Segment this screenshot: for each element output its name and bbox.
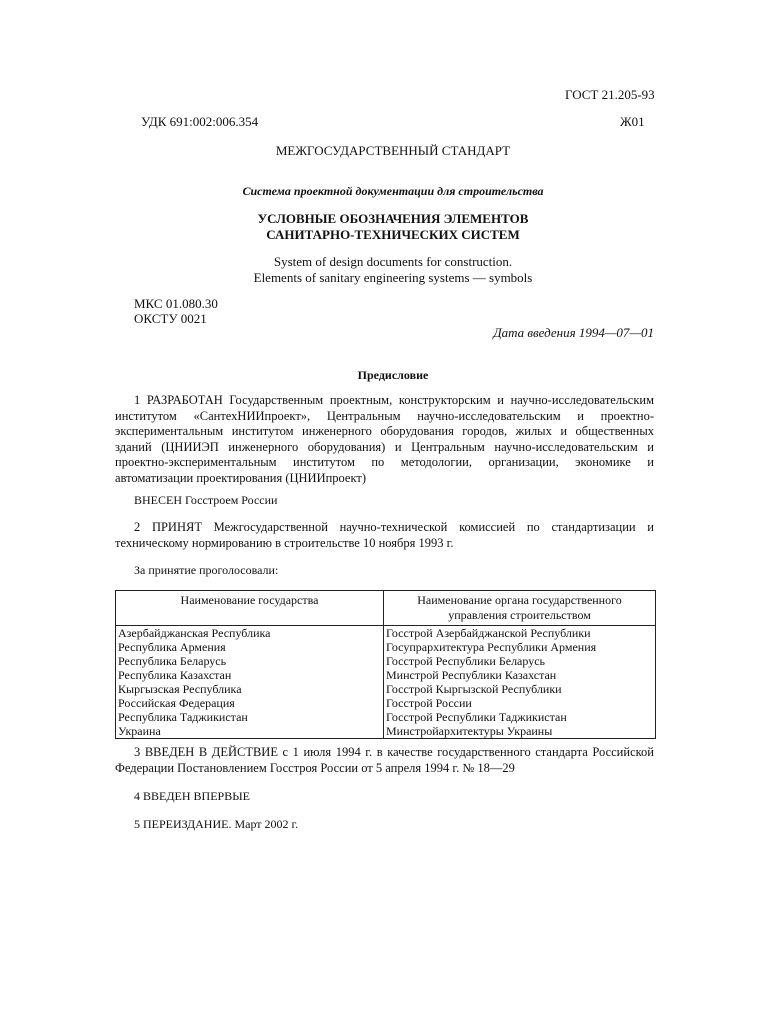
foreword-introduced-by: ВНЕСЕН Госстроем России <box>134 493 278 507</box>
table-cell-state: Республика Таджикистан <box>116 710 384 724</box>
main-title-line2: САНИТАРНО-ТЕХНИЧЕСКИХ СИСТЕМ <box>266 227 520 242</box>
table-row <box>116 710 656 724</box>
table-row <box>116 654 656 668</box>
table-cell-state: Азербайджанская Республика <box>116 626 384 641</box>
table-row <box>116 668 656 682</box>
classifier-code: Ж01 <box>620 114 645 129</box>
table-cell-state: Республика Армения <box>116 640 384 654</box>
table-row <box>116 626 656 641</box>
foreword-voted-label: За принятие проголосовали: <box>134 563 279 577</box>
foreword-item-1: 1 РАЗРАБОТАН Государственным проектным, конструкторским и научно-исследовательским институтом «СантехНИИпроект», Центральным научно-исследовательским и проектно-экспериментальным институтом инженерного оборудования городов, жилых и общественных зданий (ЦНИИЭП инженерного оборудования) и Центральным научно-исследовательским и проектно-экспериментальным институтом по методологии, организации, экономике и автоматизации проектирования (ЦНИИпроект) <box>115 393 654 485</box>
table-cell-organ: Минстрой Республики Казахстан <box>384 668 656 682</box>
okstu-code: ОКСТУ 0021 <box>134 311 207 326</box>
gost-number: ГОСТ 21.205-93 <box>565 87 655 102</box>
table-header-organ: Наименование органа государственного управления строительством <box>384 591 656 626</box>
english-title-line2: Elements of sanitary engineering systems — symbols <box>253 270 533 285</box>
table-cell-state: Российская Федерация <box>116 696 384 710</box>
standard-type: МЕЖГОСУДАРСТВЕННЫЙ СТАНДАРТ <box>275 143 511 158</box>
table-cell-organ: Госстрой Кыргызской Республики <box>384 682 656 696</box>
table-row <box>116 724 656 739</box>
foreword-item-2: 2 ПРИНЯТ Межгосударственной научно-технической комиссией по стандартизации и техническому нормированию в строительстве 10 ноября 1993 г. <box>115 520 654 550</box>
table-cell-state: Кыргызская Республика <box>116 682 384 696</box>
table-cell-organ: Госстрой Республики Беларусь <box>384 654 656 668</box>
table-header-row <box>116 591 656 626</box>
foreword-item-4: 4 ВВЕДЕН ВПЕРВЫЕ <box>134 789 250 803</box>
main-title-line1: УСЛОВНЫЕ ОБОЗНАЧЕНИЯ ЭЛЕМЕНТОВ <box>257 211 529 226</box>
table-cell-organ: Госупрархитектура Республики Армения <box>384 640 656 654</box>
table-cell-state: Республика Казахстан <box>116 668 384 682</box>
table-cell-organ: Госстрой Азербайджанской Республики <box>384 626 656 641</box>
foreword-item-3: 3 ВВЕДЕН В ДЕЙСТВИЕ с 1 июля 1994 г. в качестве государственного стандарта Российской Федерации Постановлением Госстроя России от 5 апреля 1994 г. № 18—29 <box>115 745 654 775</box>
english-title-line1: System of design documents for construction. <box>273 254 513 269</box>
foreword-item-5: 5 ПЕРЕИЗДАНИЕ. Март 2002 г. <box>134 817 299 831</box>
udk-code: УДК 691:002:006.354 <box>141 114 259 129</box>
foreword-heading: Предисловие <box>357 368 429 382</box>
table-row <box>116 696 656 710</box>
table-cell-state: Украина <box>116 724 384 739</box>
table-cell-state: Республика Беларусь <box>116 654 384 668</box>
mks-code: МКС 01.080.30 <box>134 296 218 311</box>
table-header-state: Наименование государства <box>116 591 384 626</box>
table-cell-organ: Минстройархитектуры Украины <box>384 724 656 739</box>
table-cell-organ: Госстрой России <box>384 696 656 710</box>
introduction-date: Дата введения 1994—07—01 <box>493 325 654 340</box>
system-title: Система проектной документации для строительства <box>242 184 544 198</box>
table-row <box>116 640 656 654</box>
table-cell-organ: Госстрой Республики Таджикистан <box>384 710 656 724</box>
table-row <box>116 682 656 696</box>
voting-states-table <box>115 590 656 739</box>
